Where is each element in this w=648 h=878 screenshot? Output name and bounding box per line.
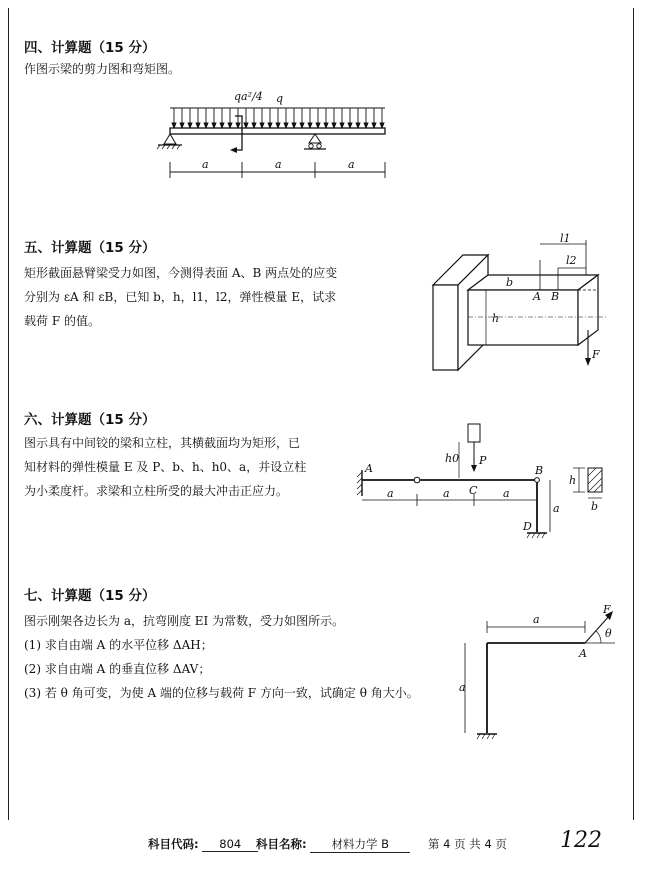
- q4-load-arrowhead: [204, 123, 208, 128]
- q6-dim-a2: a: [443, 487, 450, 500]
- q7-A-label: A: [579, 647, 587, 660]
- q4-load-arrowhead: [188, 123, 192, 128]
- q5-A-label: A: [533, 290, 541, 303]
- q7-dim-a-top: a: [533, 613, 540, 626]
- q4-load-arrowhead: [212, 123, 216, 128]
- q6-title: 六、计算题（15 分）: [24, 412, 156, 428]
- q5-line-3: 载荷 F 的值。: [24, 314, 100, 328]
- q4-dim-a2: a: [275, 158, 282, 171]
- q6-B-label: B: [535, 464, 544, 477]
- q4-load-arrowhead: [364, 123, 368, 128]
- q7-line-1: 图示刚架各边长为 a，抗弯刚度 EI 为常数，受力如图所示。: [24, 614, 345, 628]
- q4-load-arrowhead: [348, 123, 352, 128]
- footer-subject-name: [256, 836, 410, 853]
- q6-line-3: 为小柔度杆。求梁和立柱所受的最大冲击正应力。: [24, 484, 289, 498]
- q4-q-label: q: [276, 92, 284, 105]
- q6-P-label: P: [479, 454, 487, 467]
- q6-h-label: h: [569, 474, 577, 487]
- q4-title: 四、计算题（15 分）: [24, 40, 156, 56]
- handwritten-number: 122: [560, 828, 602, 853]
- q4-load-arrowhead: [340, 123, 344, 128]
- q4-load-arrowhead: [332, 123, 336, 128]
- q4-load-arrowhead: [220, 123, 224, 128]
- footer-code-label: 科目代码:: [148, 837, 199, 851]
- footer-subject-code: [148, 836, 258, 852]
- q6-A-label: A: [365, 462, 373, 475]
- q4-load-arrowhead: [284, 123, 288, 128]
- q6-b-label: b: [591, 500, 599, 513]
- q4-beam-figure: [150, 88, 400, 188]
- q7-theta-label: θ: [605, 627, 612, 640]
- q4-load-arrowhead: [228, 123, 232, 128]
- q6-h0-label: h0: [445, 452, 460, 465]
- q4-load-arrowhead: [252, 123, 256, 128]
- q7-rigid-frame-figure: [455, 605, 625, 745]
- q4-load-arrowhead: [276, 123, 280, 128]
- q5-l2-label: l2: [566, 254, 577, 267]
- q5-title: 五、计算题（15 分）: [24, 240, 156, 256]
- q4-load-arrowhead: [324, 123, 328, 128]
- q4-load-arrowhead: [300, 123, 304, 128]
- q4-load-arrowhead: [380, 123, 384, 128]
- q4-load-arrowhead: [260, 123, 264, 128]
- footer-name-value: 材料力学 B: [310, 836, 410, 853]
- q4-load-arrowhead: [196, 123, 200, 128]
- q5-b-label: b: [506, 276, 514, 289]
- q7-line-3: (2) 求自由端 A 的垂直位移 ΔAV；: [24, 662, 211, 676]
- q4-moment-label: qa²/4: [234, 90, 263, 103]
- q7-line-4: (3) 若 θ 角可变，为使 A 端的位移与载荷 F 方向一致，试确定 θ 角大小。: [24, 686, 419, 700]
- q5-B-label: B: [551, 290, 560, 303]
- q4-load-arrowhead: [372, 123, 376, 128]
- q4-load-arrowhead: [172, 123, 176, 128]
- footer-code-value: 804: [202, 837, 258, 852]
- q4-load-arrowhead: [268, 123, 272, 128]
- q6-line-2: 知材料的弹性模量 E 及 P、b、h、h0、a，并设立柱: [24, 460, 307, 474]
- footer-name-label: 科目名称:: [256, 837, 307, 851]
- q4-load-arrowhead: [292, 123, 296, 128]
- q6-dim-a4: a: [553, 502, 560, 515]
- footer-page-number: 第 4 页 共 4 页: [428, 837, 507, 851]
- q5-l1-label: l1: [560, 232, 571, 245]
- q7-line-2: (1) 求自由端 A 的水平位移 ΔAH；: [24, 638, 213, 652]
- q7-dim-a-side: a: [459, 681, 466, 694]
- q4-dim-a1: a: [202, 158, 209, 171]
- q6-dim-a1: a: [387, 487, 394, 500]
- q5-F-label: F: [592, 348, 600, 361]
- q4-dim-a3: a: [348, 158, 355, 171]
- q4-load-arrowhead: [244, 123, 248, 128]
- q6-dim-a3: a: [503, 487, 510, 500]
- q4-load-arrowhead: [180, 123, 184, 128]
- q7-F-label: F: [603, 605, 611, 616]
- q4-text: 作图示梁的剪力图和弯矩图。: [24, 62, 181, 76]
- q7-title: 七、计算题（15 分）: [24, 588, 156, 604]
- q6-C-label: C: [469, 484, 478, 497]
- q5-line-1: 矩形截面悬臂梁受力如图，今测得表面 A、B 两点处的应变: [24, 266, 338, 280]
- q4-load-arrowhead: [356, 123, 360, 128]
- q4-load-arrowhead: [316, 123, 320, 128]
- q5-line-2: 分别为 εA 和 εB，已知 b，h，l1，l2，弹性模量 E，试求: [24, 290, 337, 304]
- q6-D-label: D: [523, 520, 532, 533]
- q5-h-label: h: [492, 312, 500, 325]
- q6-line-1: 图示具有中间铰的梁和立柱，其横截面均为矩形，已: [24, 436, 301, 450]
- q4-load-arrowhead: [308, 123, 312, 128]
- q4-load-arrowhead: [236, 123, 240, 128]
- q6-frame-figure: [355, 420, 615, 545]
- q5-cantilever-figure: [428, 230, 618, 375]
